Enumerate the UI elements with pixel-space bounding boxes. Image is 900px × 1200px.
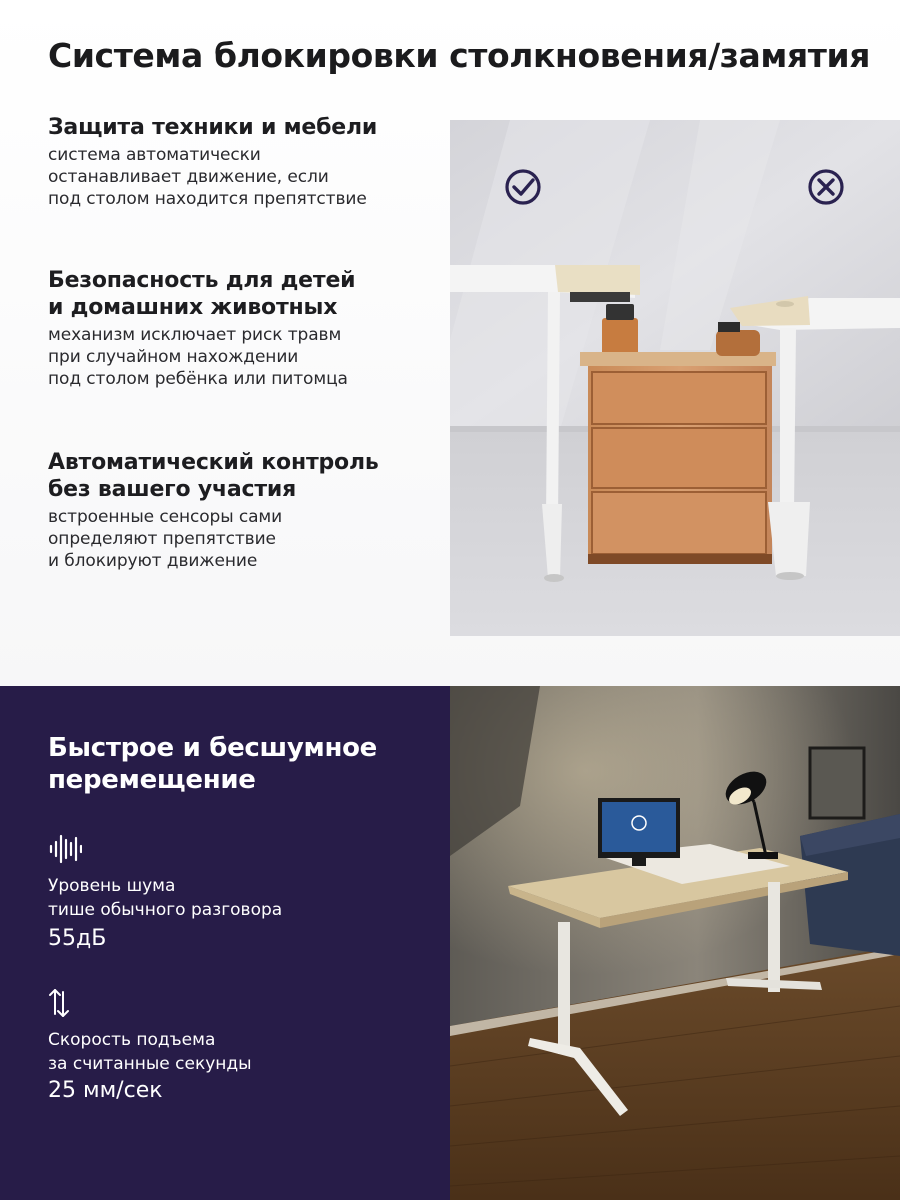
feature-title: Безопасность для детей и домашних животных (48, 268, 356, 320)
sound-wave-icon (48, 832, 82, 866)
feature-description: встроенные сенсоры сами определяют препятствие и блокируют движение (48, 507, 283, 571)
feature-description: система автоматически останавливает движение, если под столом находится препятствие (48, 145, 367, 209)
noise-level-value: 55дБ (48, 926, 107, 951)
page-title: Система блокировки столкновения/замятия (48, 36, 871, 75)
desk-collision-photo (450, 120, 900, 636)
lift-speed-label: Скорость подъема за считанные секунды (48, 1030, 252, 1074)
feature-description: механизм исключает риск травм при случайном нахождении под столом ребёнка или питомца (48, 325, 348, 389)
section-title: Быстрое и бесшумное перемещение (48, 733, 378, 795)
feature-child-pet-safety (48, 267, 438, 390)
lift-speed-value: 25 мм/сек (48, 1078, 163, 1103)
speed-noise-section (0, 686, 900, 1200)
feature-automatic-control (48, 449, 438, 572)
feature-title: Защита техники и мебели (48, 115, 378, 140)
feature-equipment-protection (48, 114, 438, 210)
specs-panel (0, 686, 450, 1200)
feature-title: Автоматический контроль без вашего участия (48, 450, 379, 502)
desk-room-photo (450, 686, 900, 1200)
noise-level-label: Уровень шума тише обычного разговора (48, 876, 283, 920)
up-down-arrows-icon (48, 986, 70, 1020)
